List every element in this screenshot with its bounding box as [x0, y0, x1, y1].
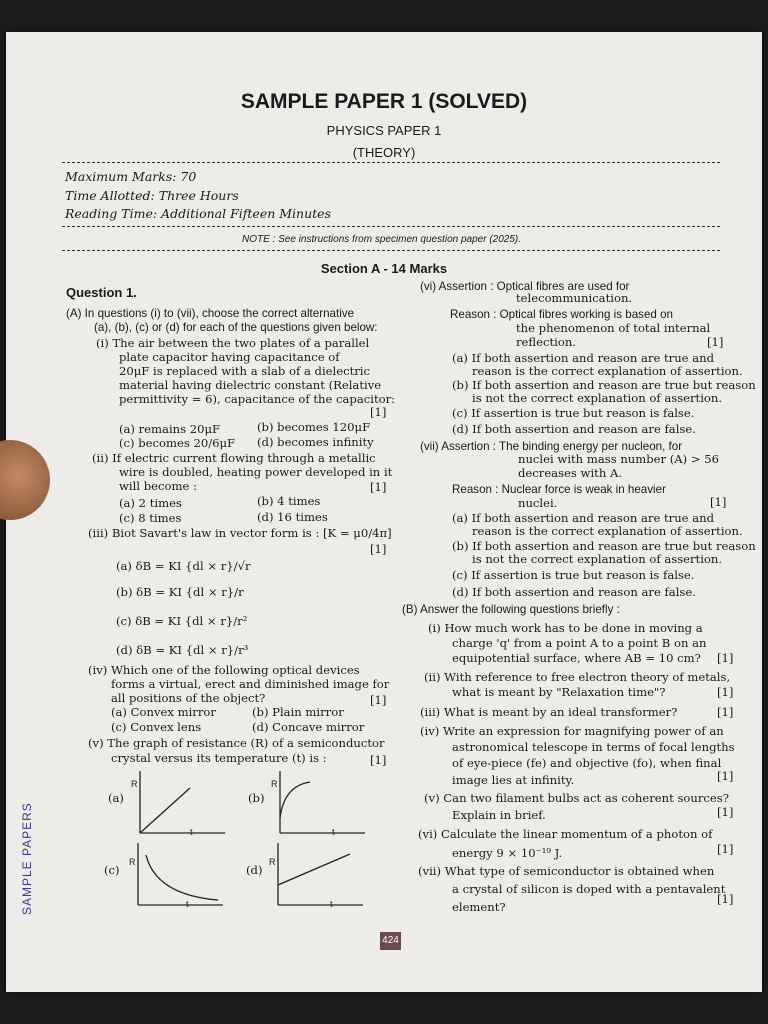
question-text: energy 9 × 10⁻¹⁹ J.	[452, 846, 563, 860]
axis-label: R	[271, 779, 278, 789]
marks-label: [1]	[370, 693, 387, 707]
question-text: (ii) If electric current flowing through a metallic	[92, 451, 376, 465]
time-allotted: Time Allotted: Three Hours	[65, 188, 239, 203]
question-text: plate capacitor having capacitance of	[119, 350, 340, 364]
graph-saturating	[270, 768, 370, 838]
reading-time: Reading Time: Additional Fifteen Minutes	[65, 206, 331, 221]
marks-label: [1]	[370, 480, 387, 494]
question-text: (i) How much work has to be done in moving a	[428, 621, 703, 635]
question-text: the phenomenon of total internal	[516, 321, 711, 335]
graph-label: (a)	[108, 791, 124, 805]
option: reason is the correct explanation of assertion.	[472, 524, 743, 538]
question-text: astronomical telescope in terms of focal lengths	[452, 740, 735, 754]
marks-label: [1]	[717, 892, 734, 906]
question-text: crystal versus its temperature (t) is :	[111, 751, 327, 765]
marks-label: [1]	[710, 495, 727, 509]
option: (a) remains 20μF	[119, 422, 221, 436]
question-text: material having dielectric constant (Relative	[119, 378, 382, 392]
marks-label: [1]	[717, 651, 734, 665]
theory-label: (THEORY)	[352, 145, 416, 160]
question-text: charge 'q' from a point A to a point B on an	[452, 636, 707, 650]
question-text: (iii) What is meant by an ideal transformer?	[420, 705, 678, 719]
marks-label: [1]	[717, 705, 734, 719]
question-text: (v) Can two filament bulbs act as coherent sources?	[424, 791, 729, 805]
section-heading: Section A - 14 Marks	[320, 261, 448, 276]
option: (a) Convex mirror	[111, 705, 216, 719]
option: (c) becomes 20/6μF	[119, 436, 236, 450]
axis-label: t	[186, 899, 189, 909]
option: (c) Convex lens	[111, 720, 202, 734]
question-text: nuclei.	[518, 496, 558, 510]
option: (b) becomes 120μF	[257, 420, 371, 434]
marks-label: [1]	[370, 405, 387, 419]
question-text: nuclei with mass number (A) > 56	[518, 452, 720, 466]
option: (d) becomes infinity	[257, 435, 374, 449]
option: (a) 2 times	[119, 496, 182, 510]
option: (a) If both assertion and reason are true and	[452, 351, 715, 365]
sidebar-label: SAMPLE PAPERS	[20, 802, 34, 915]
axis-label: R	[269, 857, 276, 867]
option: is not the correct explanation of assertion.	[472, 391, 723, 405]
axis-label: t	[190, 827, 193, 837]
question-text: reflection.	[516, 335, 576, 349]
option: (d) 16 times	[257, 510, 328, 524]
question-text: all positions of the object?	[111, 691, 266, 705]
option: (d) Concave mirror	[252, 720, 365, 734]
paper-title: SAMPLE PAPER 1 (SOLVED)	[240, 90, 528, 113]
question-text: a crystal of silicon is doped with a pentavalent	[452, 882, 726, 896]
marks-label: [1]	[370, 753, 387, 767]
question-text: Explain in brief.	[452, 808, 546, 822]
option: (d) If both assertion and reason are false.	[452, 422, 696, 436]
question-text: (vii) What type of semiconductor is obtained when	[418, 864, 715, 878]
question-text: (vi) Calculate the linear momentum of a photon of	[418, 827, 713, 841]
question-text: (v) The graph of resistance (R) of a semiconductor	[88, 736, 385, 750]
question-text: (ii) With reference to free electron theory of metals,	[424, 670, 731, 684]
option: (d) δB = KI {dl × r}/r³	[116, 643, 249, 657]
question-text: 20μF is replaced with a slab of a dielectric	[119, 364, 370, 378]
option: (b) If both assertion and reason are true but reason	[452, 539, 756, 553]
option: (b) 4 times	[257, 494, 321, 508]
marks-label: [1]	[717, 685, 734, 699]
graph-linear	[130, 768, 230, 838]
graph-decay	[128, 840, 228, 910]
option: (b) δB = KI {dl × r}/r	[116, 585, 244, 599]
marks-label: [1]	[717, 769, 734, 783]
question-heading: Question 1.	[66, 285, 137, 300]
paper-subtitle: PHYSICS PAPER 1	[326, 123, 442, 138]
question-text: image lies at infinity.	[452, 773, 575, 787]
option: (c) δB = KI {dl × r}/r²	[116, 614, 248, 628]
marks-label: [1]	[717, 805, 734, 819]
question-text: decreases with A.	[518, 466, 623, 480]
note-text: NOTE : See instructions from specimen question paper (2025).	[242, 234, 522, 245]
question-text: will become :	[119, 479, 197, 493]
max-marks: Maximum Marks: 70	[65, 169, 197, 184]
question-text: forms a virtual, erect and diminished image for	[111, 677, 390, 691]
question-text: wire is doubled, heating power developed in it	[119, 465, 393, 479]
question-text: of eye-piece (fe) and objective (fo), when final	[452, 756, 722, 770]
option: (c) 8 times	[119, 511, 182, 525]
graph-label: (c)	[104, 863, 120, 877]
question-text: (iv) Which one of the following optical devices	[88, 663, 360, 677]
marks-label: [1]	[370, 542, 387, 556]
divider	[62, 226, 720, 227]
instruction-line: (a), (b), (c) or (d) for each of the questions given below:	[94, 321, 378, 334]
option: is not the correct explanation of assertion.	[472, 552, 723, 566]
question-text: (vi) Assertion : Optical fibres are used for	[420, 280, 630, 293]
instruction-line: (A) In questions (i) to (vii), choose the correct alternative	[66, 307, 355, 320]
question-text: (i) The air between the two plates of a parallel	[96, 336, 370, 350]
question-text: (iv) Write an expression for magnifying power of an	[420, 724, 724, 738]
option: (a) If both assertion and reason are true and	[452, 511, 715, 525]
axis-label: R	[131, 779, 138, 789]
graph-rising	[268, 840, 368, 910]
page-number: 424	[380, 932, 401, 950]
axis-label: R	[129, 857, 136, 867]
axis-label: t	[332, 827, 335, 837]
question-text: Reason : Optical fibres working is based on	[450, 308, 673, 321]
option: (a) δB = KI {dl × r}/√r	[116, 559, 251, 573]
option: (c) If assertion is true but reason is false.	[452, 568, 695, 582]
divider	[62, 250, 720, 251]
question-text: (vii) Assertion : The binding energy per nucleon, for	[420, 440, 683, 453]
option: (c) If assertion is true but reason is false.	[452, 406, 695, 420]
graph-label: (b)	[248, 791, 265, 805]
option: (b) If both assertion and reason are true but reason	[452, 378, 756, 392]
question-text: element?	[452, 900, 506, 914]
question-text: Reason : Nuclear force is weak in heavier	[452, 483, 666, 496]
marks-label: [1]	[717, 842, 734, 856]
option: (b) Plain mirror	[252, 705, 344, 719]
question-text: what is meant by "Relaxation time"?	[452, 685, 666, 699]
option: reason is the correct explanation of assertion.	[472, 364, 743, 378]
question-text: telecommunication.	[516, 291, 633, 305]
marks-label: [1]	[707, 335, 724, 349]
section-b-heading: (B) Answer the following questions briefly :	[402, 603, 620, 616]
graph-label: (d)	[246, 863, 263, 877]
axis-label: t	[330, 899, 333, 909]
question-text: (iii) Biot Savart's law in vector form is : [K = μ0/4π]	[88, 526, 392, 540]
question-text: equipotential surface, where AB = 10 cm?	[452, 651, 701, 665]
question-text: permittivity = 6), capacitance of the capacitor:	[119, 392, 396, 406]
divider	[62, 162, 720, 163]
option: (d) If both assertion and reason are false.	[452, 585, 696, 599]
